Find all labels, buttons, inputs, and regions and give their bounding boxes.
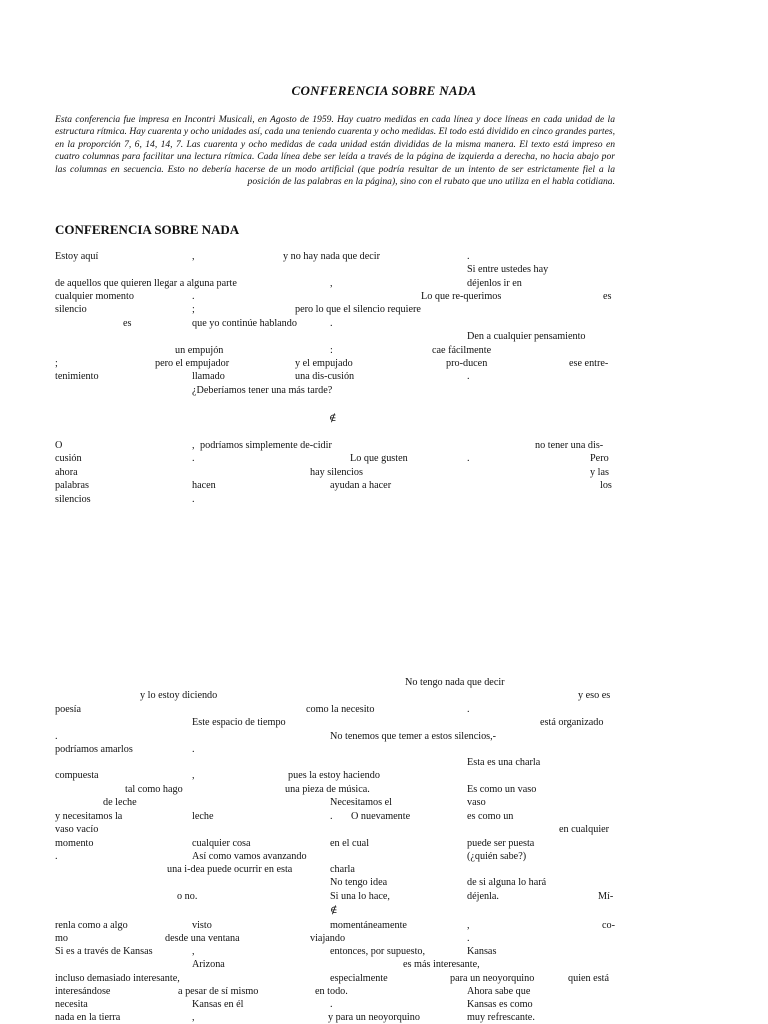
- text-fragment: poesía: [55, 704, 82, 715]
- text-fragment: silencios: [55, 494, 91, 505]
- text-fragment: de si alguna lo hará: [467, 877, 547, 888]
- text-fragment: ayudan a hacer: [330, 480, 392, 491]
- text-fragment: una dis-cusión: [295, 371, 355, 382]
- text-fragment: quien está: [568, 973, 610, 984]
- text-fragment: y el empujado: [295, 358, 353, 369]
- text-fragment: ¿Deberíamos tener una más tarde?: [192, 385, 333, 396]
- text-fragment: puede ser puesta: [467, 838, 535, 849]
- text-fragment: O: [55, 440, 63, 451]
- text-fragment: Den a cualquier pensamiento: [467, 331, 586, 342]
- text-fragment: es: [123, 318, 132, 329]
- text-fragment: vaso: [467, 797, 486, 808]
- text-fragment: .: [192, 494, 195, 505]
- text-fragment: .: [55, 851, 58, 862]
- not-element-symbol: ∉: [329, 413, 337, 424]
- text-fragment: y para un neoyorquino: [328, 1012, 420, 1023]
- text-fragment: de leche: [103, 797, 137, 808]
- text-fragment: interesándose: [55, 986, 111, 997]
- text-fragment: hay silencios: [310, 467, 363, 478]
- not-element-symbol: ∉: [330, 905, 338, 916]
- text-fragment: .: [192, 291, 195, 302]
- text-fragment: cualquier cosa: [192, 838, 251, 849]
- text-fragment: .: [467, 371, 470, 382]
- text-fragment: Kansas en él: [192, 999, 244, 1010]
- page-title: CONFERENCIA SOBRE NADA: [291, 83, 477, 98]
- text-fragment: .: [55, 731, 58, 742]
- text-fragment: necesita: [55, 999, 88, 1010]
- text-fragment: desde una ventana: [165, 933, 240, 944]
- text-fragment: y no hay nada que decir: [283, 251, 381, 262]
- text-fragment: y eso es: [578, 690, 611, 701]
- text-fragment: que yo continúe hablando: [192, 318, 297, 329]
- text-fragment: .: [330, 318, 333, 329]
- text-fragment: ahora: [55, 467, 78, 478]
- text-fragment: como la necesito: [306, 704, 375, 715]
- text-fragment: es más interesante,: [403, 959, 480, 970]
- text-fragment: podríamos simplemente de-cidir: [200, 440, 332, 451]
- text-fragment: ,: [192, 770, 195, 781]
- text-fragment: ese entre-: [569, 358, 609, 369]
- text-fragment: está organizado: [540, 717, 604, 728]
- text-fragment: Ahora sabe que: [467, 986, 531, 997]
- text-fragment: Es como un vaso: [467, 784, 537, 795]
- text-fragment: cusión: [55, 453, 82, 464]
- text-fragment: viajando: [310, 933, 346, 944]
- text-fragment: pro-ducen: [446, 358, 488, 369]
- text-fragment: .: [467, 933, 470, 944]
- text-fragment: momento: [55, 838, 94, 849]
- text-fragment: O nuevamente: [351, 811, 411, 822]
- text-fragment: .: [330, 811, 333, 822]
- text-fragment: .: [192, 453, 195, 464]
- text-fragment: entonces, por supuesto,: [330, 946, 426, 957]
- text-fragment: ,: [192, 946, 195, 957]
- text-fragment: visto: [192, 920, 212, 931]
- text-fragment: .: [330, 999, 333, 1010]
- text-fragment: déjenlos ir en: [467, 278, 522, 289]
- text-fragment: Si es a través de Kansas: [55, 946, 153, 957]
- intro-paragraph: Esta conferencia fue impresa en Incontri Musicali, en Agosto de 1959. Hay cuatro medidas en cada línea y doce líneas en cada unidad de la estructura rítmica. Hay cuarenta y ocho unidades así, cada una teniendo cuarenta y ocho medidas. El todo está dividido en cinco grandes partes, en la proporción 7, 6, 14, 14, 7. Las cuarenta y ocho medidas de cada unidad están divididas de la misma manera. El texto está impreso en cuatro columnas para facilitar una lectura rítmica. Cada línea debe ser leída a través de la página de izquierda a derecha, no hacia abajo por las columnas en secuencia. Esto no debería hacerse de un modo artificial (que podría resultar de un intento de ser estrictamente fiel a la posición de las palabras en la página), sino con el rubato que uno utiliza en el habla cotidiana.: [55, 114, 615, 188]
- text-fragment: no tener una dis-: [535, 440, 604, 451]
- text-fragment: Si entre ustedes hay: [467, 264, 549, 275]
- text-fragment: cae fácilmente: [432, 345, 492, 356]
- text-fragment: es como un: [467, 811, 514, 822]
- text-fragment: ,: [192, 251, 195, 262]
- text-fragment: leche: [192, 811, 214, 822]
- text-fragment: ,: [467, 920, 470, 931]
- text-fragment: y las: [590, 467, 609, 478]
- text-fragment: :: [330, 345, 333, 356]
- text-fragment: Esta es una charla: [467, 757, 541, 768]
- text-fragment: tal como hago: [125, 784, 183, 795]
- text-fragment: Así como vamos avanzando: [192, 851, 307, 862]
- text-fragment: ;: [55, 358, 58, 369]
- text-fragment: Kansas es como: [467, 999, 533, 1010]
- text-fragment: una pieza de música.: [285, 784, 370, 795]
- text-fragment: podríamos amarlos: [55, 744, 133, 755]
- text-fragment: para un neoyorquino: [450, 973, 535, 984]
- text-fragment: silencio: [55, 304, 87, 315]
- text-fragment: un empujón: [175, 345, 224, 356]
- text-fragment: No tengo nada que decir: [405, 677, 505, 688]
- text-fragment: es: [603, 291, 612, 302]
- text-fragment: pero lo que el silencio requiere: [295, 304, 421, 315]
- text-fragment: especialmente: [330, 973, 388, 984]
- text-fragment: Pero: [590, 453, 609, 464]
- text-fragment: en cualquier: [559, 824, 610, 835]
- text-fragment: .: [467, 453, 470, 464]
- text-fragment: ,: [330, 278, 333, 289]
- text-fragment: de aquellos que quieren llegar a alguna parte: [55, 278, 237, 289]
- text-fragment: en todo.: [315, 986, 348, 997]
- text-fragment: renla como a algo: [55, 920, 128, 931]
- text-fragment: No tengo idea: [330, 877, 388, 888]
- text-fragment: .: [467, 704, 470, 715]
- text-fragment: una i-dea puede ocurrir en esta: [167, 864, 293, 875]
- text-fragment: incluso demasiado interesante,: [55, 973, 180, 984]
- text-fragment: ;: [192, 304, 195, 315]
- text-fragment: cualquier momento: [55, 291, 134, 302]
- text-fragment: No tenemos que temer a estos silencios,-: [330, 731, 497, 742]
- text-fragment: tenimiento: [55, 371, 99, 382]
- text-fragment: palabras: [55, 480, 89, 491]
- text-fragment: mo: [55, 933, 69, 944]
- text-fragment: Estoy aquí: [55, 251, 99, 262]
- text-fragment: Este espacio de tiempo: [192, 717, 286, 728]
- text-fragment: a pesar de sí mismo: [178, 986, 259, 997]
- text-fragment: ,: [192, 440, 195, 451]
- text-fragment: nada en la tierra: [55, 1012, 121, 1023]
- text-fragment: co-: [602, 920, 616, 931]
- text-fragment: pues la estoy haciendo: [288, 770, 380, 781]
- text-fragment: déjenla.: [467, 891, 499, 902]
- text-fragment: charla: [330, 864, 355, 875]
- text-fragment: pero el empujador: [155, 358, 230, 369]
- text-fragment: Necesitamos el: [330, 797, 392, 808]
- section-heading: CONFERENCIA SOBRE NADA: [55, 222, 240, 237]
- text-fragment: .: [467, 251, 470, 262]
- text-fragment: y lo estoy diciendo: [140, 690, 218, 701]
- text-fragment: los: [600, 480, 612, 491]
- text-fragment: ,: [192, 1012, 195, 1023]
- text-fragment: Si una lo hace,: [330, 891, 390, 902]
- text-fragment: Lo que gusten: [350, 453, 408, 464]
- text-fragment: momentáneamente: [330, 920, 407, 931]
- text-fragment: Mí-: [598, 891, 614, 902]
- text-fragment: compuesta: [55, 770, 99, 781]
- text-fragment: en el cual: [330, 838, 370, 849]
- text-fragment: Kansas: [467, 946, 497, 957]
- text-fragment: (¿quién sabe?): [467, 851, 527, 862]
- text-fragment: .: [192, 744, 195, 755]
- text-fragment: llamado: [192, 371, 225, 382]
- text-fragment: Lo que re-querimos: [421, 291, 502, 302]
- text-fragment: hacen: [192, 480, 216, 491]
- text-fragment: Arizona: [192, 959, 225, 970]
- text-fragment: y necesitamos la: [55, 811, 123, 822]
- text-fragment: vaso vacío: [55, 824, 99, 835]
- text-fragment: muy refrescante.: [467, 1012, 535, 1023]
- text-fragment: o no.: [177, 891, 198, 902]
